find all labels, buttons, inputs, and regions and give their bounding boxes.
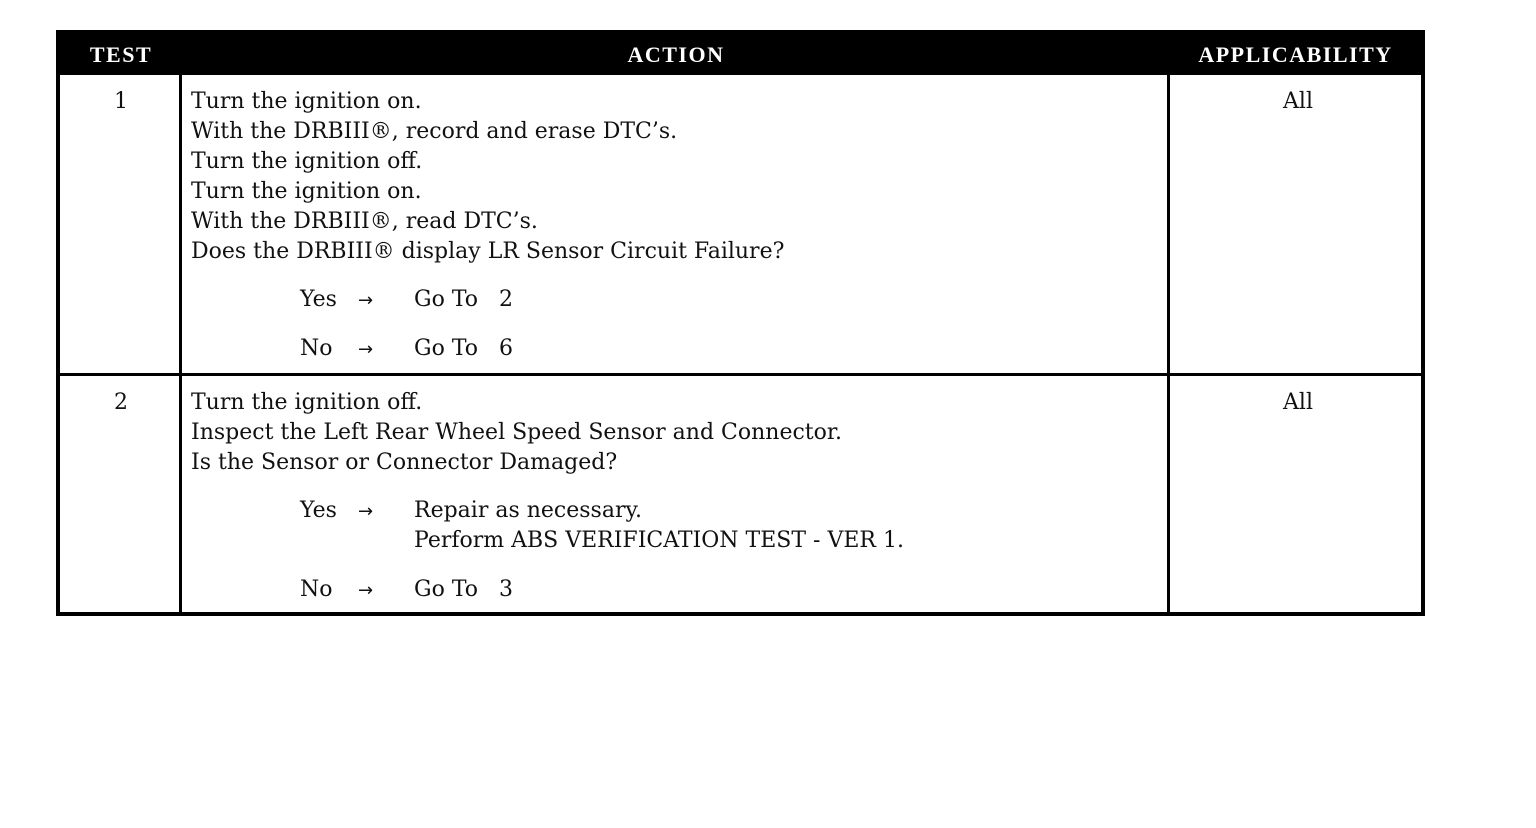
branch-result-line: Go To 2 [414,287,513,312]
branch-result [414,334,513,364]
arrow-right-icon: → [358,290,374,311]
header-test: TEST [89,42,153,67]
branch-yes [300,285,513,316]
arrow-right-icon: → [358,501,374,522]
action-line: With the DRBIII®, read DTC’s. [191,209,538,234]
arrow-right-icon: → [358,580,374,601]
action-line: Is the Sensor or Connector Damaged? [191,450,618,475]
branch-label: Yes [300,498,337,523]
action-line: Turn the ignition on. [191,179,422,204]
branch-no [300,334,513,365]
branch-result [414,496,904,556]
applicability-value: All [1283,89,1313,114]
test-number: 1 [114,89,128,114]
header-action: ACTION [627,42,725,67]
branch-label: No [300,336,333,361]
branch-yes [300,496,904,556]
branch-result-line: Perform ABS VERIFICATION TEST - VER 1. [414,528,904,553]
action-line: Turn the ignition off. [191,149,423,174]
branch-result-line: Repair as necessary. [414,498,642,523]
action-instructions [191,87,1161,267]
action-line: Does the DRBIII® display LR Sensor Circuit Failure? [191,239,785,264]
action-line: Turn the ignition off. [191,390,423,415]
branch-result-line: Go To 6 [414,336,513,361]
branch-no [300,575,513,606]
column-divider [179,75,182,612]
action-line: Inspect the Left Rear Wheel Speed Sensor and Connector. [191,420,842,445]
arrow-right-icon: → [358,339,374,360]
diagnostic-test-table [56,30,1425,616]
row-divider [60,373,1421,376]
action-line: With the DRBIII®, record and erase DTC’s. [191,119,678,144]
applicability-value: All [1283,390,1313,415]
action-instructions [191,388,1161,478]
branch-label: Yes [300,287,337,312]
header-applicability: APPLICABILITY [1198,42,1393,67]
branch-result-line: Go To 3 [414,577,513,602]
column-divider [1167,75,1170,612]
action-line: Turn the ignition on. [191,89,422,114]
branch-result [414,575,513,605]
branch-label: No [300,577,333,602]
test-number: 2 [114,390,128,415]
branch-result [414,285,513,315]
table-header [60,34,1421,75]
